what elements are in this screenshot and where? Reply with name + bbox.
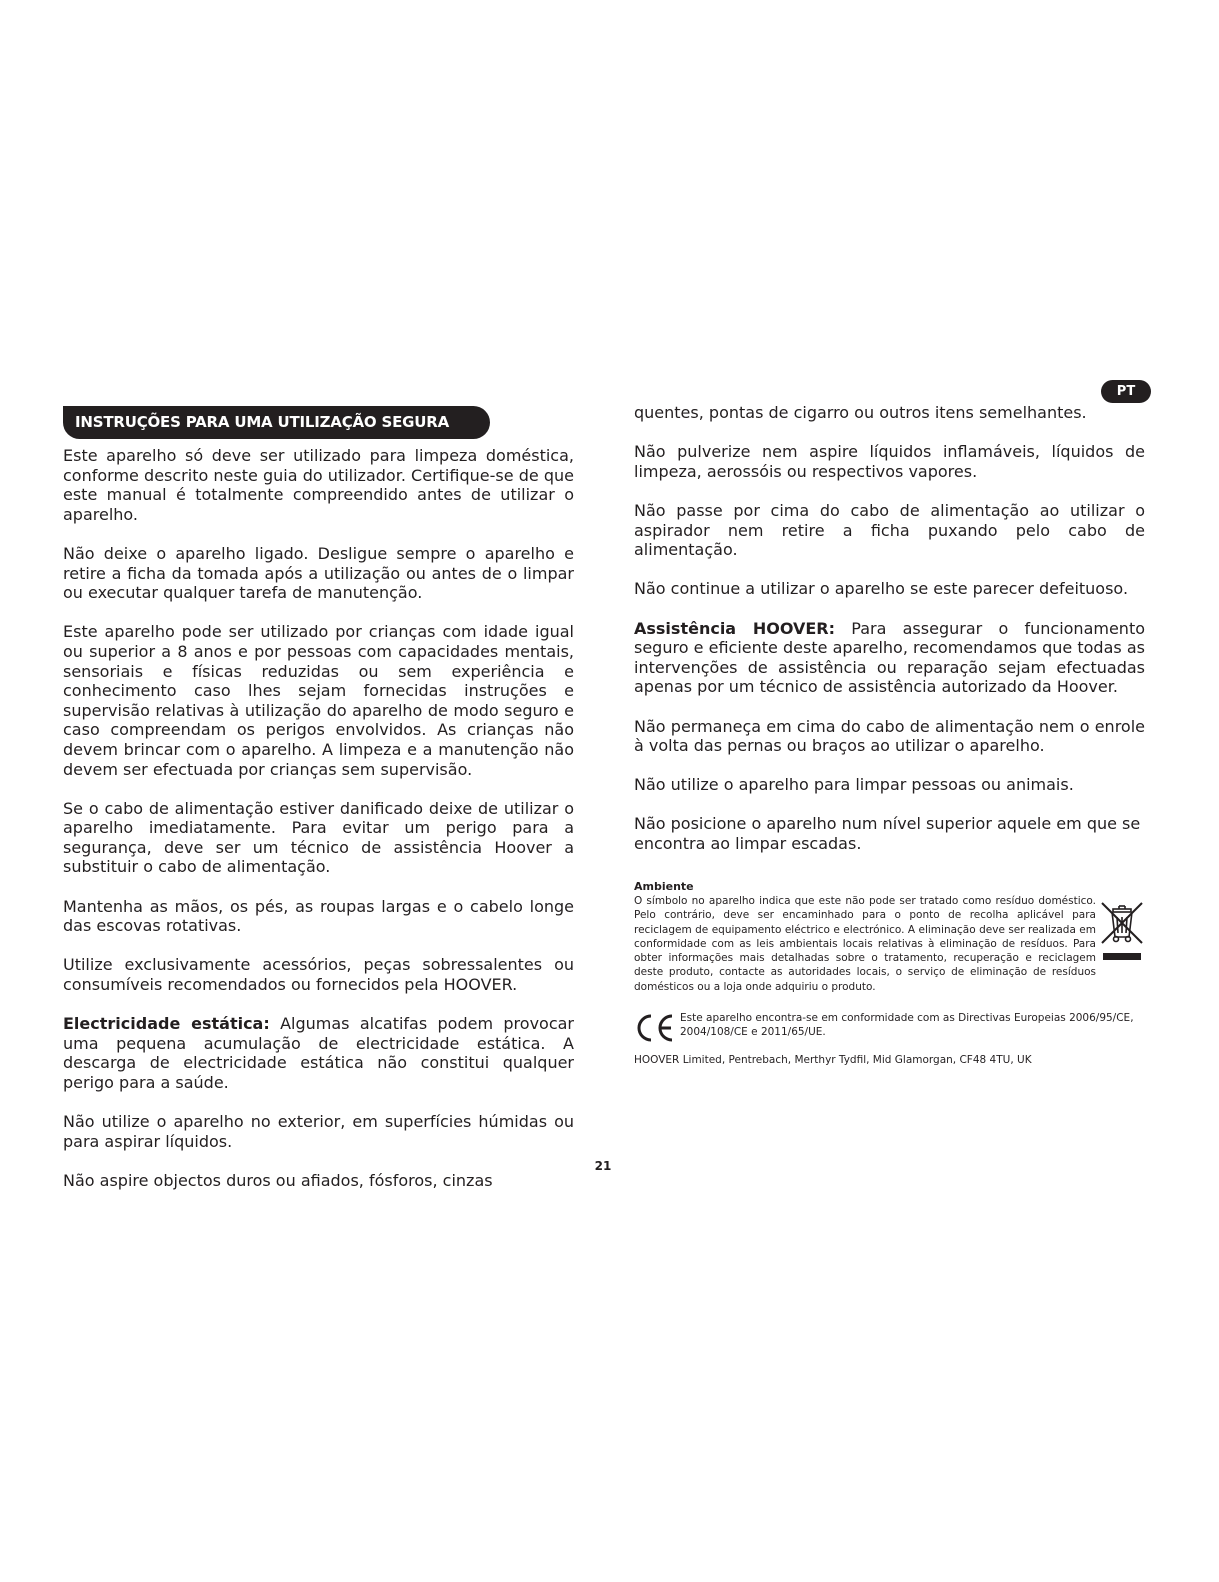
left-column xyxy=(63,446,574,1191)
page-number: 21 xyxy=(594,1159,612,1173)
service-lead: Assistência HOOVER: xyxy=(634,618,836,638)
paragraph-service xyxy=(634,619,1145,697)
weee-crossed-bin-icon xyxy=(1098,897,1146,965)
paragraph-static xyxy=(63,1014,574,1092)
paragraph-brushes: Mantenha as mãos, os pés, as roupas largas e o cabelo longe das escovas rotativas. xyxy=(63,896,574,936)
environment-title: Ambiente xyxy=(634,880,694,893)
paragraph-defective: Não continue a utilizar o aparelho se este parecer defeituoso. xyxy=(634,579,1129,599)
language-badge: PT xyxy=(1101,380,1151,403)
paragraph-accessories: Utilize exclusivamente acessórios, peças sobressalentes ou consumíveis recomendados ou fornecidos pela HOOVER. xyxy=(63,955,574,995)
paragraph-power-cable: Se o cabo de alimentação estiver danificado deixe de utilizar o aparelho imediatamente. Para evitar um perigo para a segurança, deve ser um técnico de assistência Hoover a substituir o cabo de alimentação. xyxy=(63,798,574,877)
static-text: Algumas alcatifas podem provocar uma pequena acumulação de electricidade estática. A descarga de electricidade estática não constitui qualquer perigo para a saúde. xyxy=(63,1014,574,1092)
paragraph-continued: quentes, pontas de cigarro ou outros itens semelhantes. xyxy=(634,403,1087,422)
section-title: INSTRUÇÕES PARA UMA UTILIZAÇÃO SEGURA xyxy=(63,406,490,439)
paragraph-stairs: Não posicione o aparelho num nível superior aquele em que se encontra ao limpar escadas. xyxy=(634,814,1141,854)
ce-conformity-text: Este aparelho encontra-se em conformidade com as Directivas Europeias 2006/95/CE, 2004/108/CE e 2011/65/UE. xyxy=(680,1012,1134,1039)
environment-section xyxy=(634,880,1145,994)
paragraph-hard-objects: Não aspire objectos duros ou afiados, fósforos, cinzas xyxy=(63,1170,493,1190)
paragraph-people-animals: Não utilize o aparelho para limpar pessoas ou animais. xyxy=(634,775,1074,795)
static-lead: Electricidade estática: xyxy=(63,1014,270,1034)
manufacturer-address: HOOVER Limited, Pentrebach, Merthyr Tydfil, Mid Glamorgan, CF48 4TU, UK xyxy=(634,1054,1032,1066)
ce-mark-icon xyxy=(634,1013,676,1043)
right-column xyxy=(634,403,1145,854)
paragraph-domestic-use: Este aparelho só deve ser utilizado para limpeza doméstica, conforme descrito neste guia do utilizador. Certifique-se de que este manual é totalmente compreendido antes de utilizar o aparelho. xyxy=(63,446,574,524)
paragraph-flammable: Não pulverize nem aspire líquidos inflamáveis, líquidos de limpeza, aerossóis ou respectivos vapores. xyxy=(634,442,1145,481)
paragraph-cable-pull: Não passe por cima do cabo de alimentação ao utilizar o aspirador nem retire a ficha puxando pelo cabo de alimentação. xyxy=(634,500,1145,560)
service-text: Para assegurar o funcionamento seguro e eficiente deste aparelho, recomendamos que todas as intervenções de assistência ou reparação sejam efectuadas apenas por um técnico de assistência autorizado da Hoover. xyxy=(634,618,1145,697)
paragraph-children: Este aparelho pode ser utilizado por crianças com idade igual ou superior a 8 anos e por pessoas com capacidades mentais, sensoriais e físicas reduzidas ou sem experiência e conhecimento caso lhes sejam fornecidas instruções e supervisão relativas à utilização do aparelho de modo seguro e caso compreendam os perigos envolvidos. As crianças não devem brincar com o aparelho. A limpeza e a manutenção não devem ser efectuada por crianças sem supervisão. xyxy=(63,622,574,779)
paragraph-outdoor: Não utilize o aparelho no exterior, em superfícies húmidas ou para aspirar líquidos. xyxy=(63,1112,574,1151)
paragraph-cable-legs: Não permaneça em cima do cabo de alimentação nem o enrole à volta das pernas ou braços ao utilizar o aparelho. xyxy=(634,716,1145,756)
environment-body: O símbolo no aparelho indica que este não pode ser tratado como resíduo doméstico. Pelo contrário, deve ser encaminhado para o ponto de recolha aplicável para reciclagem de equipamento eléctrico e electrónico. A eliminação deve ser realizada em conformidade com as leis ambientais locais relativas à eliminação de resíduos. Para obter informações mais detalhadas sobre o tratamento, recuperação e reciclagem deste produto, contacte as autoridades locais, o serviço de eliminação de resíduos domésticos ou a loja onde adquiriu o produto. xyxy=(634,895,1096,993)
paragraph-unplug: Não deixe o aparelho ligado. Desligue sempre o aparelho e retire a ficha da tomada após a utilização ou antes de o limpar ou executar qualquer tarefa de manutenção. xyxy=(63,543,574,603)
